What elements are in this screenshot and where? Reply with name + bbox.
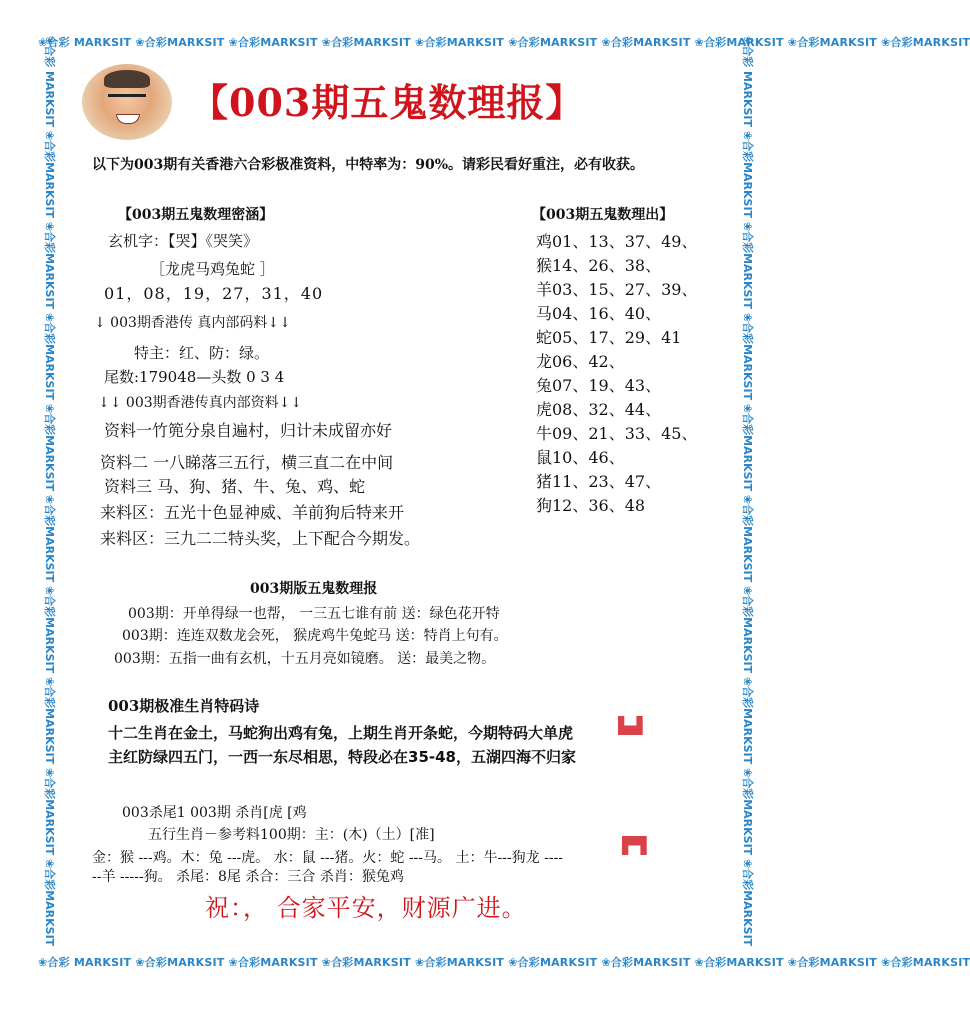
zodiac-row: 牛09、21、33、45、: [536, 424, 698, 443]
zodiac-row: 龙06、42、: [536, 352, 625, 371]
weishu-line: 尾数:179048—头数 0 3 4: [104, 368, 285, 386]
red-stamp-liao: ▛▜: [622, 836, 647, 855]
edition-line-2: 003期：连连双数龙会死， 猴虎鸡牛兔蛇马 送：特肖上句有。: [122, 628, 508, 644]
neibu-heading: ↓ 003期香港传 真内部码料↓↓: [94, 315, 291, 331]
xuanji-line: 玄机字：【哭】《哭笑》: [108, 232, 259, 250]
tezhu-line: 特主：红、防：绿。: [134, 344, 270, 362]
poem-heading: 003期极准生肖特码诗: [108, 697, 260, 715]
ziliao-2: 资料二 一八睇落三五行，横三直二在中间: [100, 453, 394, 472]
jin-line: 金：猴 ---鸡。木：兔 ---虎。 水：鼠 ---猪。火：蛇 ---马。 土：牛---狗龙 ----: [92, 850, 564, 866]
zodiac-row: 狗12、36、48: [536, 496, 646, 515]
portrait-avatar: [82, 64, 172, 140]
ziliao-3: 资料三 马、狗、猪、牛、兔、鸡、蛇: [104, 477, 366, 496]
blessing-text: 祝：， 合家平安，财源广进。: [205, 894, 527, 922]
ziliao-1: 资料一竹篼分泉自遍村，归计未成留亦好: [104, 421, 393, 440]
numbers-panel-heading: 【003期五鬼数理出】: [532, 207, 674, 223]
edition-heading: 003期版五鬼数理报: [250, 581, 378, 597]
poem-line-1: 十二生肖在金土，马蛇狗出鸡有兔，上期生肖开条蛇，今期特码大单虎: [108, 724, 574, 742]
shawei-line: 003杀尾1 003期 杀肖[虎 [鸡: [122, 805, 307, 821]
yang-line: --羊 -----狗。 杀尾：8尾 杀合：三合 杀肖：猴兔鸡: [92, 869, 404, 885]
neibu2-heading: ↓↓ 003期香港传真内部资料↓↓: [98, 395, 303, 411]
zodiac-row: 猴14、26、38、: [536, 256, 662, 275]
zodiac-row: 猪11、23、47、: [536, 472, 662, 491]
numbers-line: 01，08，19，27，31，40: [104, 284, 324, 303]
zodiac-row: 马04、16、40、: [536, 304, 662, 323]
animals-line: ［龙虎马鸡兔蛇 ］: [150, 260, 275, 278]
red-stamp-mark: ▙▟: [618, 716, 643, 735]
right-border-watermark: ❀合彩 MARKSIT ❀合彩MARKSIT ❀合彩MARKSIT ❀合彩MARKSIT ❀合彩MARKSIT ❀合彩MARKSIT ❀合彩MARKSIT ❀合彩MARKSIT ❀合彩MARKSIT ❀合彩MARKSIT: [741, 36, 754, 947]
lailiao-2: 来料区：三九二二特头奖，上下配合今期发。: [100, 529, 421, 548]
wuxing-line: 五行生肖－参考料100期：主：(木)（土）[准]: [148, 827, 435, 843]
edition-line-3: 003期：五指一曲有玄机，十五月亮如镜磨。 送：最美之物。: [114, 651, 496, 667]
poem-line-2: 主红防绿四五门，一西一东尽相思，特段必在35-48，五湖四海不归家: [108, 748, 576, 766]
lailiao-1: 来料区：五光十色显神威、羊前狗后特来开: [100, 503, 405, 522]
zodiac-row: 鼠10、46、: [536, 448, 625, 467]
secret-heading: 【003期五鬼数理密涵】: [118, 207, 274, 223]
edition-line-1: 003期：开单得绿一也帮， 一三五七谁有前 送：绿色花开特: [128, 606, 500, 622]
intro-text: 以下为003期有关香港六合彩极准资料，中特率为：90%。请彩民看好重注，必有收获。: [92, 157, 645, 173]
zodiac-row: 羊03、15、27、39、: [536, 280, 698, 299]
top-border-watermark: ❀合彩 MARKSIT ❀合彩MARKSIT ❀合彩MARKSIT ❀合彩MARKSIT ❀合彩MARKSIT ❀合彩MARKSIT ❀合彩MARKSIT ❀合彩MARKSIT ❀合彩MARKSIT ❀合彩MARKSIT: [38, 36, 970, 49]
bottom-border-watermark: ❀合彩 MARKSIT ❀合彩MARKSIT ❀合彩MARKSIT ❀合彩MARKSIT ❀合彩MARKSIT ❀合彩MARKSIT ❀合彩MARKSIT ❀合彩MARKSIT ❀合彩MARKSIT ❀合彩MARKSIT: [38, 956, 970, 969]
zodiac-numbers-list: [536, 230, 697, 518]
zodiac-row: 虎08、32、44、: [536, 400, 662, 419]
zodiac-row: 鸡01、13、37、49、: [536, 232, 698, 251]
left-border-watermark: ❀合彩 MARKSIT ❀合彩MARKSIT ❀合彩MARKSIT ❀合彩MARKSIT ❀合彩MARKSIT ❀合彩MARKSIT ❀合彩MARKSIT ❀合彩MARKSIT ❀合彩MARKSIT ❀合彩MARKSIT: [43, 36, 56, 947]
page-title: 【003期五鬼数理报】: [190, 80, 585, 125]
zodiac-row: 兔07、19、43、: [536, 376, 662, 395]
zodiac-row: 蛇05、17、29、41: [536, 328, 682, 347]
